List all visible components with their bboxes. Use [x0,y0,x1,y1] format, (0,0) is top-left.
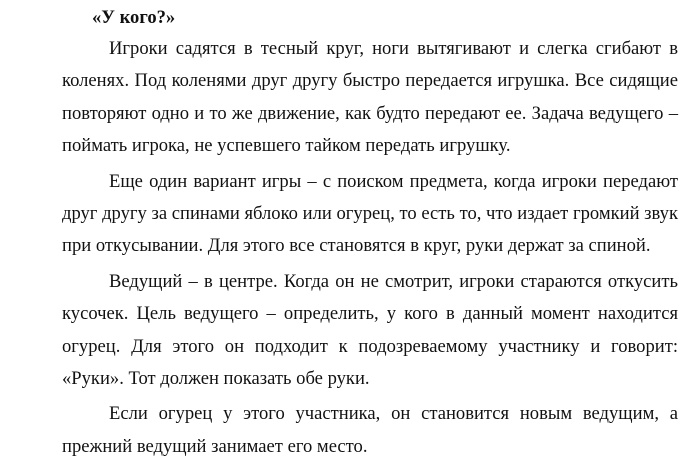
paragraph-1: Игроки садятся в тесный круг, ноги вытягивают и слегка сгибают в коленях. Под коленями друг другу быстро передается игрушка. Все сидящие повторяют одно и то же движение, как будто передают ее. Задача ведущего – поймать игрока, не успевшего тайком передать игрушку. [62,38,678,157]
document-page [62,0,678,466]
paragraph-2: Еще один вариант игры – с поиском предмета, когда игроки передают друг другу за спинами яблоко или огурец, то есть то, что издает громкий звук при откусывании. Для этого все становятся в круг, руки держат за спиной. [62,170,678,257]
paragraph-3: Ведущий – в центре. Когда он не смотрит, игроки стараются откусить кусочек. Цель ведущего – определить, у кого в данный момент находится огурец. Для этого он подходит к подозреваемому участнику и говорит: «Руки». Тот должен показать обе руки. [62,270,678,390]
document-title: «У кого?» [92,7,176,28]
paragraph-4: Если огурец у этого участника, он становится новым ведущим, а прежний ведущий занимает его место. [62,403,678,457]
